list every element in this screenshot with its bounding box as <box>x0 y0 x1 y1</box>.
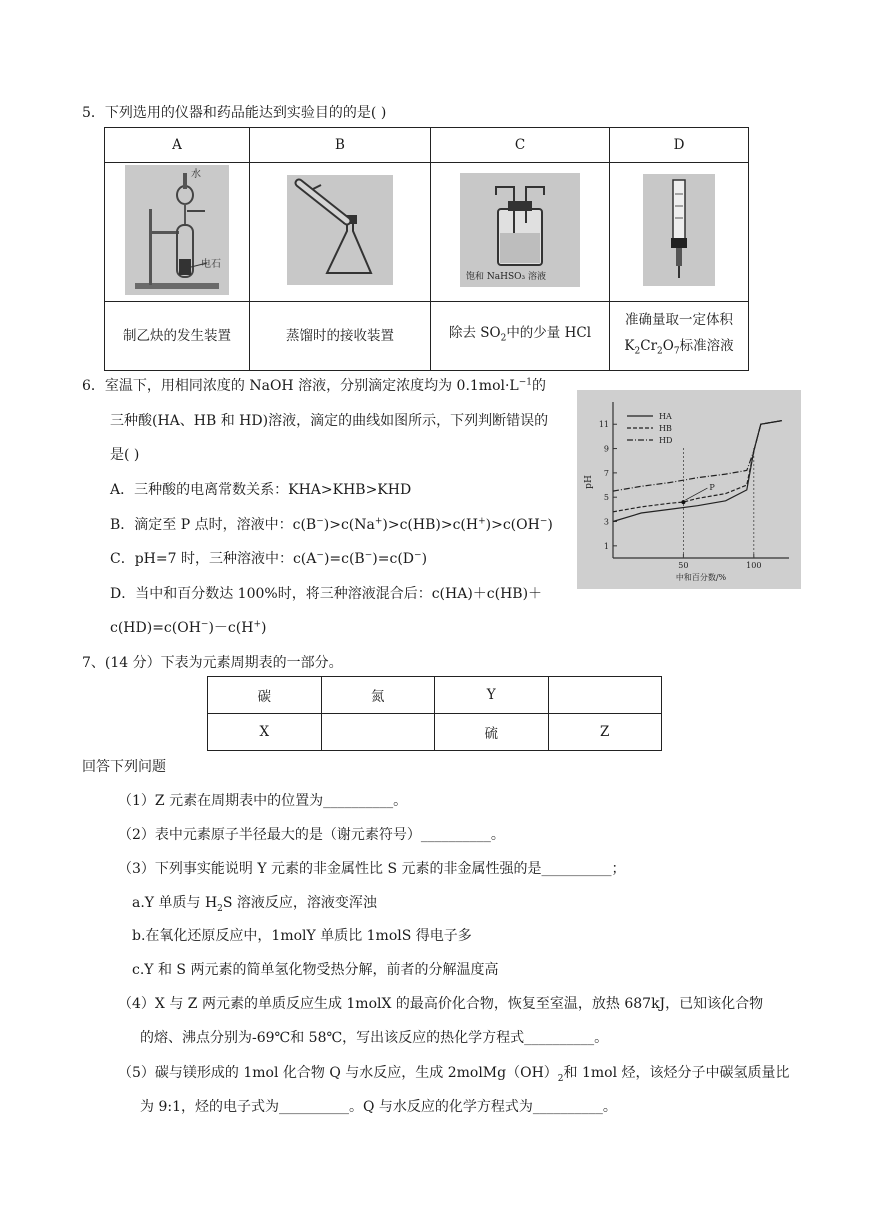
x-axis-label: 中和百分数/% <box>675 573 727 582</box>
periodic-table-fragment <box>207 676 662 751</box>
series-line-hd <box>613 421 782 492</box>
q5-header-c: C <box>431 128 610 163</box>
legend-label-hd: HD <box>659 436 673 445</box>
q5-caption-a: 制乙炔的发生装置 <box>105 302 250 371</box>
water-label: 水 <box>191 169 201 180</box>
q6-line3: 是( ) <box>110 447 140 463</box>
q5-table <box>104 127 749 371</box>
q6-line1: 6．室温下，用相同浓度的 NaOH 溶液，分别滴定浓度均为 $0.1mol\cdot L^{-1}$的 <box>82 377 547 394</box>
q7-option-a: a.Y 单质与 $H_2S$ 溶液反应，溶液变浑浊 <box>132 895 377 914</box>
q5-image-cell-d <box>610 163 749 302</box>
q7-subquestion-3: （3）下列事实能说明 Y 元素的非金属性比 S 元素的非金属性强的是__________； <box>118 861 626 877</box>
pt-cell-x: X <box>208 714 322 751</box>
q7-subquestion-1: （1）Z 元素在周期表中的位置为__________。 <box>118 793 408 809</box>
acetylene-apparatus-image <box>125 165 229 295</box>
series-line-ha <box>613 421 782 522</box>
q7-stem: 7、(14 分）下表为元素周期表的一部分。 <box>82 655 343 671</box>
q7-subquestion-5-line2: 为 9:1，烃的电子式为__________。Q 与水反应的化学方程式为__________。 <box>140 1099 617 1115</box>
q5-header-b: B <box>250 128 431 163</box>
point-p-label: P <box>709 483 715 493</box>
q6-option-d-line2: c(HD)=c(OH−)－c(H+) <box>110 619 267 636</box>
y-tick-label: 9 <box>603 444 609 454</box>
q6-line2: 三种酸(HA、HB 和 HD)溶液，滴定的曲线如图所示，下列判断错误的 <box>110 413 549 429</box>
q5-stem: 5．下列选用的仪器和药品能达到实验目的的是( ) <box>82 105 387 121</box>
y-tick-label: 3 <box>603 517 609 527</box>
q6-option-c: C．pH=7 时，三种溶液中：c(A−)=c(B−)=c(D−) <box>110 550 428 567</box>
q7-option-c: c.Y 和 S 两元素的简单氢化物受热分解，前者的分解温度高 <box>132 962 499 978</box>
q5-image-cell-c <box>431 163 610 302</box>
series-line-hb <box>613 421 782 512</box>
x-tick-label: 50 <box>678 561 689 570</box>
carbide-label: 电石 <box>201 259 221 270</box>
q7-subquestion-2: （2）表中元素原子半径最大的是（谢元素符号）__________。 <box>118 827 505 843</box>
q6-option-d-line1: D．当中和百分数达 100%时，将三种溶液混合后：c(HA)＋c(HB)＋ <box>110 586 543 602</box>
pt-cell-carbon: 碳 <box>208 677 322 714</box>
q7-answer-prompt: 回答下列问题 <box>82 759 166 775</box>
y-tick-label: 5 <box>603 493 609 503</box>
gas-washing-bottle-image <box>460 173 580 287</box>
q7-subquestion-4-line1: （4）X 与 Z 两元素的单质反应生成 1molX 的最高价化合物，恢复至室温，放热 687kJ，已知该化合物 <box>118 996 764 1012</box>
pt-cell-y: Y <box>435 677 549 714</box>
q6-option-b: B．滴定至 P 点时，溶液中：c(B−)>c(Na+)>c(HB)>c(H+)>c(OH−) <box>110 516 553 533</box>
q5-image-cell-a <box>105 163 250 302</box>
q7-subquestion-4-line2: 的熔、沸点分别为-69℃和 58℃，写出该反应的热化学方程式__________。 <box>140 1030 609 1046</box>
pt-cell-nitrogen: 氮 <box>321 677 435 714</box>
pt-cell-sulfur: 硫 <box>435 714 549 751</box>
q5-image-cell-b <box>250 163 431 302</box>
nahso3-solution-label: 饱和 NaHSO₃ 溶液 <box>466 272 546 282</box>
point-p-marker <box>681 500 685 504</box>
pt-cell-empty <box>548 677 662 714</box>
legend-label-hb: HB <box>659 424 672 433</box>
receiving-flask-image <box>287 175 393 285</box>
pt-cell-empty <box>321 714 435 751</box>
legend-label-ha: HA <box>659 412 672 421</box>
q5-caption-d: 准确量取一定体积 $K_2Cr_2O_7$标准溶液 <box>610 302 749 371</box>
q7-subquestion-5-line1: （5）碳与镁形成的 1mol 化合物 Q 与水反应，生成 $2molMg(OH)_2$和 1mol 烃，该烃分子中碳氢质量比 <box>118 1065 790 1084</box>
q5-caption-b: 蒸馏时的接收装置 <box>250 302 431 371</box>
y-axis-label: pH <box>584 475 594 489</box>
pt-cell-z: Z <box>548 714 662 751</box>
q5-caption-c: 除去 $SO_2$中的少量 HCl <box>431 302 610 371</box>
q6-option-a: A．三种酸的电离常数关系：KHA>KHB>KHD <box>110 482 412 498</box>
y-tick-label: 7 <box>603 468 609 478</box>
y-tick-label: 11 <box>598 420 609 430</box>
q7-option-b: b.在氧化还原反应中，1molY 单质比 1molS 得电子多 <box>132 928 472 944</box>
y-tick-label: 1 <box>603 541 609 551</box>
titration-chart <box>577 390 801 589</box>
x-tick-label: 100 <box>746 561 762 570</box>
q5-header-a: A <box>105 128 250 163</box>
burette-image <box>643 174 715 286</box>
q5-header-d: D <box>610 128 749 163</box>
titration-chart-svg <box>577 390 801 589</box>
